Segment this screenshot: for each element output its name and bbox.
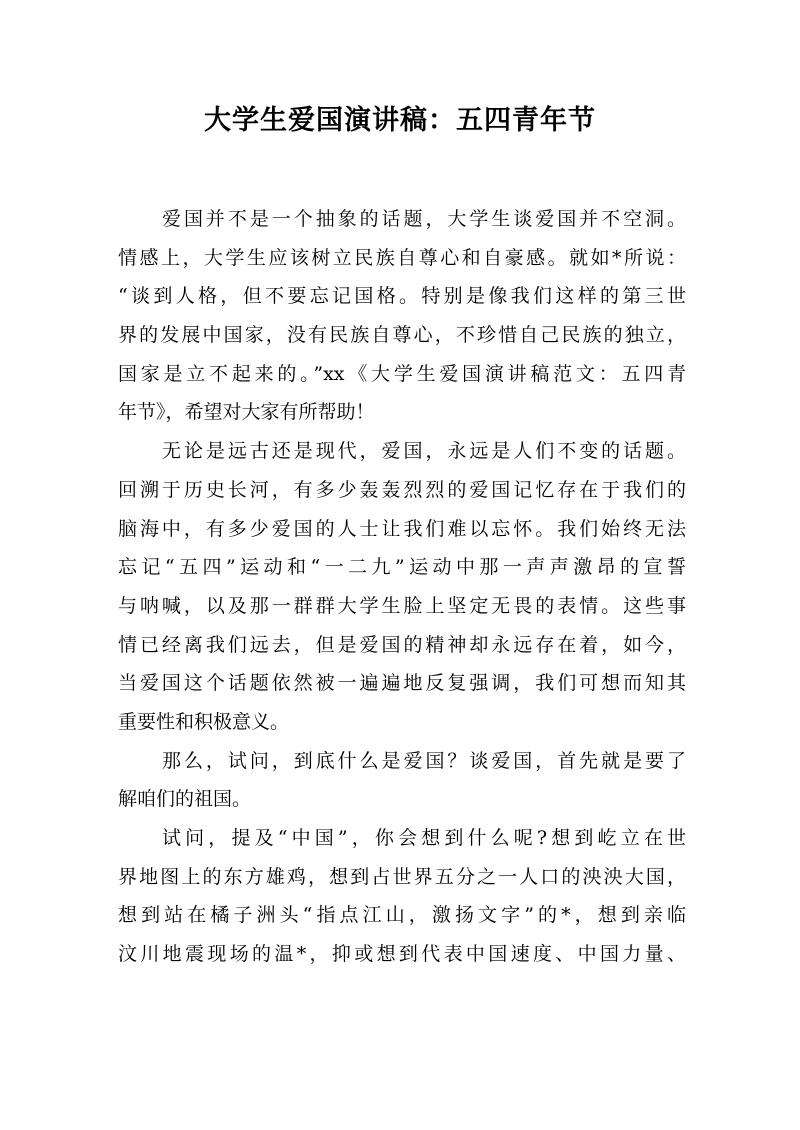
paragraph-2: [118, 432, 686, 742]
text-line: 与呐喊，以及那一群群大学生脸上坚定无畏的表情。这些事: [118, 594, 686, 617]
text-line: 情感上，大学生应该树立民族自尊心和自豪感。就如*所说：: [118, 246, 686, 269]
text-line: 试问，提及“中国”，你会想到什么呢?想到屹立在世: [162, 827, 686, 849]
document-body: [118, 200, 686, 974]
text-line: 国家是立不起来的。”xx《大学生爱国演讲稿范文：五四青: [118, 362, 686, 385]
paragraph-1: [118, 200, 686, 432]
text-line: 解咱们的祖国。: [118, 788, 252, 811]
page-title: 大学生爱国演讲稿：五四青年节: [204, 105, 596, 136]
text-line: 想到站在橘子洲头“指点江山，激扬文字”的*，想到亲临: [118, 904, 686, 927]
text-line: 脑海中，有多少爱国的人士让我们难以忘怀。我们始终无法: [118, 517, 686, 540]
paragraph-4: [118, 819, 686, 974]
text-line: 界的发展中国家，没有民族自尊心，不珍惜自己民族的独立，: [118, 324, 686, 347]
text-line: 重要性和积极意义。: [118, 710, 290, 733]
text-line: 年节》，希望对大家有所帮助！: [118, 401, 375, 424]
text-line: 界地图上的东方雄鸡，想到占世界五分之一人口的泱泱大国，: [118, 865, 686, 888]
text-line: 无论是远古还是现代，爱国，永远是人们不变的话题。: [162, 440, 686, 463]
text-line: “谈到人格，但不要忘记国格。特别是像我们这样的第三世: [118, 285, 686, 308]
text-line: 爱国并不是一个抽象的话题，大学生谈爱国并不空洞。: [162, 208, 686, 230]
text-line: 回溯于历史长河，有多少轰轰烈烈的爱国记忆存在于我们的: [118, 478, 686, 501]
text-line: 那么，试问，到底什么是爱国？谈爱国，首先就是要了: [162, 749, 686, 772]
text-line: 情已经离我们远去，但是爱国的精神却永远存在着，如今，: [118, 633, 686, 656]
text-line: 汶川地震现场的温*，抑或想到代表中国速度、中国力量、: [118, 943, 686, 966]
text-line: 忘记“五四”运动和“一二九”运动中那一声声激昂的宣誓: [118, 556, 686, 579]
paragraph-3: [118, 742, 686, 819]
text-line: 当爱国这个话题依然被一遍遍地反复强调，我们可想而知其: [118, 672, 686, 695]
